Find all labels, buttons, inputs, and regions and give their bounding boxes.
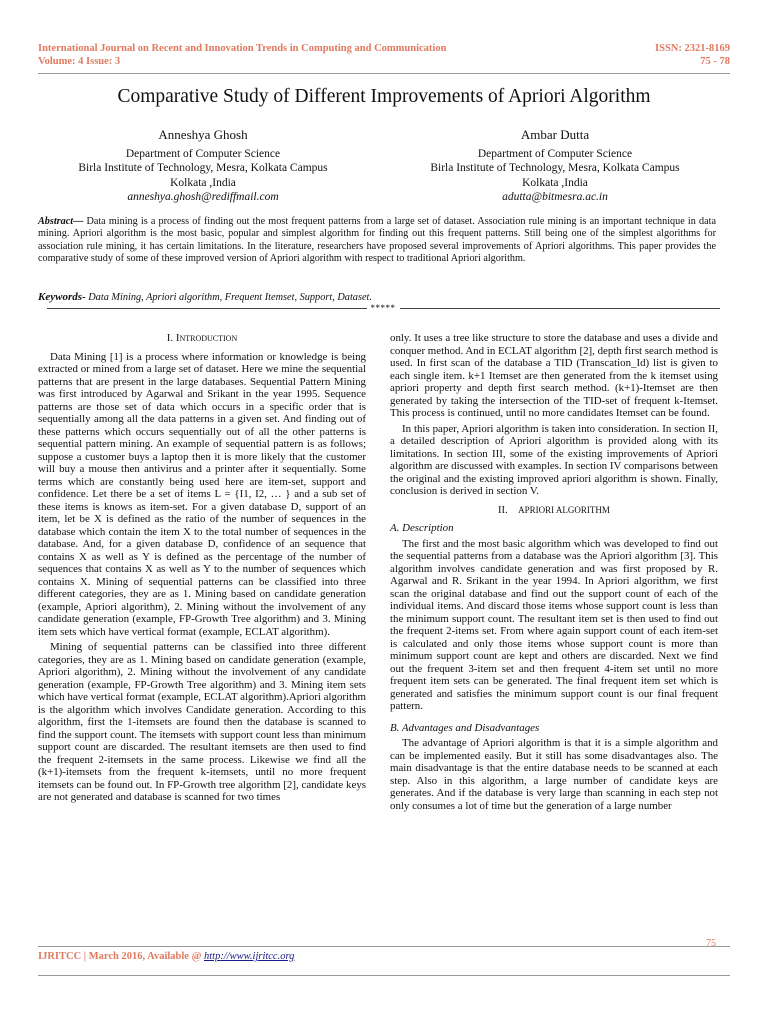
- author-block-1: [38, 128, 368, 205]
- subsection-heading-advantages: B. Advantages and Disadvantages: [390, 721, 540, 734]
- section-heading-introduction: I. Introduction: [166, 332, 238, 344]
- right-column: [390, 332, 718, 815]
- author-institution: Birla Institute of Technology, Mesra, Kolkata Campus: [430, 162, 680, 175]
- header-rule: [38, 73, 730, 74]
- journal-name: International Journal on Recent and Innovation Trends in Computing and Communication: [38, 43, 447, 54]
- keywords-label: Keywords-: [38, 291, 86, 303]
- paragraph: Mining of sequential patterns can be classified into three different categories, they are as 1. Mining based on candidate generation (example, Apriori algorithm), 2. Mining without the involvement of any candidate generation (example, FP-Growth Tree algorithm) and 3. Mining item sets which have vertical format (example, ECLAT algorithm).Apriori algorithm is the algorithm which involves Candidate generation. According to this algorithm, first the 1-itemsets are found then the database is scanned to find the support count. The itemsets with support count less than minimum support count are discarded. The resultant itemsets are then used to find the frequent 2-itemsets in the same process. Likewise we find all the (k+1)-itemsets from the frequent k-itemsets, until no more frequent itemsets can be found out. In FP-Growth tree algorithm [2], candidate keys are not generated and database is scanned for two times: [38, 641, 366, 803]
- issn: ISSN: 2321-8169: [655, 43, 730, 54]
- subsection-heading-description: A. Description: [390, 522, 454, 534]
- section-title: APRIORI ALGORITHM: [518, 504, 610, 515]
- author-department: Department of Computer Science: [477, 147, 633, 160]
- paragraph: The advantage of Apriori algorithm is that it is a simple algorithm and can be implemented easily. But it still has some disadvantages also. The main disadvantage is that the entire database needs to be scanned at each step. Also in this algorithm, a large number of candidate keys are generates. And if the database is very large than scanning in each step not only consumes a lot of time but the generation of a large number: [390, 737, 718, 812]
- author-city: Kolkata ,India: [170, 176, 236, 189]
- author-name: Anneshya Ghosh: [158, 127, 248, 142]
- footer-rule: [38, 946, 730, 947]
- section-heading-apriori: [390, 504, 718, 518]
- paragraph: The first and the most basic algorithm which was developed to find out the sequential patterns from a database was the Apriori algorithm [3]. This algorithm involves candidate generation and was first proposed by R. Agarwal and R. Srikant in the year 1994. In Apriori algorithm, we first scan the original database and find out the support count of each of the individual items. And discard those items whose support count is less than the minimum support count. The resultant item set is then used to find out the frequent 2-items set. From where again support count of each item-set is calculated and only those items whose support count is more than minimum support count are kept and others are discarded. Next we find out the frequent 3-item set and then frequent 4-item set until no more frequent item sets can be generated. The final frequent item set which is generated and satisfies the minimum support count is our final frequent pattern.: [390, 537, 718, 712]
- keywords-text: Data Mining, Apriori algorithm, Frequent Itemset, Support, Dataset.: [85, 292, 372, 303]
- author-city: Kolkata ,India: [522, 176, 588, 189]
- paragraph: In this paper, Apriori algorithm is taken into consideration. In section II, a detailed description of Apriori algorithm is provided along with its limitations. In section III, some of the existing improvements of Apriori algorithm are discussed with examples. In section IV comparisons between the original and the existing improved apriori algorithm is shown. Finally, conclusion is derived in section V.: [390, 422, 718, 497]
- paper-title: Comparative Study of Different Improvements of Apriori Algorithm: [117, 86, 651, 107]
- journal-website-link[interactable]: http://www.ijritcc.org: [204, 951, 295, 962]
- author-block-2: [390, 128, 720, 205]
- author-email: adutta@bitmesra.ac.in: [502, 191, 608, 204]
- page-number: 75: [706, 938, 716, 949]
- left-column: [38, 332, 366, 807]
- author-department: Department of Computer Science: [125, 147, 281, 160]
- author-email: anneshya.ghosh@rediffmail.com: [127, 191, 279, 204]
- author-name: Ambar Dutta: [520, 127, 590, 142]
- separator: *****: [38, 303, 728, 313]
- abstract-label: Abstract—: [38, 216, 84, 227]
- footer-bottom-rule: [38, 975, 730, 976]
- footer: [38, 951, 294, 962]
- section-number: II.: [498, 504, 508, 516]
- author-institution: Birla Institute of Technology, Mesra, Kolkata Campus: [78, 162, 328, 175]
- keywords: [38, 291, 372, 303]
- volume-issue: Volume: 4 Issue: 3: [38, 56, 121, 67]
- paragraph: Data Mining [1] is a process where information or knowledge is being extracted or mined from a large set of dataset. Here we mine the sequential patterns that are present in the large databases. Sequential Pattern Mining was first introduced by Agarwal and Srikant in the year 1995. Sequence patterns are those set of data which occurs in a specific order that is sequentially among all the data patterns in a given set. And finding out of these patterns which occurs sequentially out of all the other patterns is sequential pattern mining. An example of sequential pattern is as follows; suppose a customer buys a laptop then it is more likely that the customer will buy a mouse then antivirus and a printer after it sequentially. Some terms which are constantly being used here are item-set, support and confidence. Let there be a set of items L = {I1, I2, … } and a sub set of these items is knows as item-set. For a given database D, support of an item, let be X is defined as the ratio of the number of sequences in the database which contain the item X to the total number of sequences in the database. And, for a given database D, confidence of an sequence that contains X as well as Y is defined as the percentage of the number of sequences that contains X as well as Y to the number of sequences which contains X. Mining of sequential patterns can be classified into three different categories, they are as 1. Mining based on candidate generation (example, Apriori algorithm), 2. Mining without the involvement of any candidate generation (example, FP-Growth Tree algorithm) and 3. Mining item sets which have vertical format (example, ECLAT algorithm).: [38, 350, 366, 638]
- page-range: 75 - 78: [700, 56, 730, 67]
- footer-text: IJRITCC | March 2016, Available @: [38, 951, 204, 962]
- abstract-text: Data mining is a process of finding out the most frequent patterns from a large set of dataset. Association rule mining is an important technique in data mining. Apriori algorithm is the most basic, popular and simplest algorithm for finding out this frequent patterns. Still being one of the simplest algorithms for association rule mining, it has certain limitations. In the literature, researchers have proposed several improvements of Apriori algorithms. This paper provides the comparative study of some of these improved version of Apriori algorithm with respect to traditional Apriori algorithm.: [38, 216, 716, 265]
- abstract: [38, 216, 716, 266]
- paragraph: only. It uses a tree like structure to store the database and uses a divide and conquer method. And in ECLAT algorithm [2], depth first search method is used. In first scan of the database a TID (Transcation_Id) list is given to each single item. k+1 Itemset are then generated from the k itemset using apriori property and depth first search method. (k+1)-Itemset are then generated by taking the intersection of the TID-set of frequent k-Itemset. This process is continued, until no more candidates Itemset can be found.: [390, 332, 718, 419]
